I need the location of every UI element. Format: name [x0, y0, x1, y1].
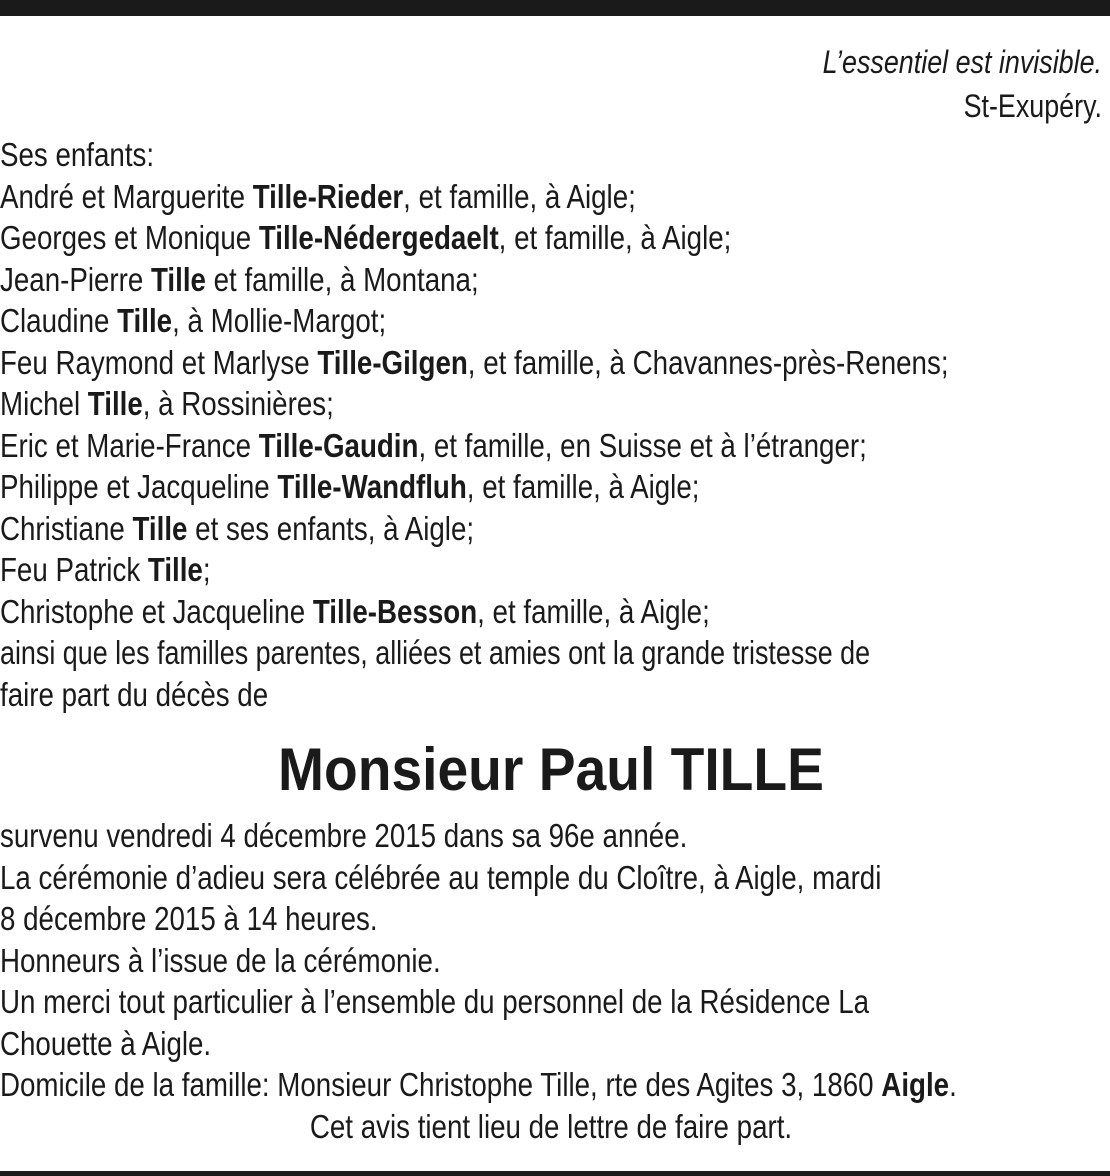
bottom-rule	[0, 1171, 1110, 1176]
obituary-notice	[0, 40, 1102, 1147]
announcement-line: ainsi que les familles parentes, alliées et amies ont la grande tristesse de	[0, 634, 871, 671]
epigraph-author: St-Exupéry.	[963, 88, 1102, 124]
detail-line: 8 décembre 2015 à 14 heures.	[0, 900, 378, 937]
domicile-line: Domicile de la famille: Monsieur Christophe Tille, rte des Agites 3, 1860 Aigle.	[0, 1066, 957, 1103]
family-line: Philippe et Jacqueline Tille-Wandfluh, et famille, à Aigle;	[0, 468, 700, 505]
epigraph	[176, 40, 1102, 128]
family-line: Feu Raymond et Marlyse Tille-Gilgen, et famille, à Chavannes-près-Renens;	[0, 343, 949, 381]
family-line: Christophe et Jacqueline Tille-Besson, et famille, à Aigle;	[0, 592, 710, 630]
family-line: Jean-Pierre Tille et famille, à Montana;	[0, 260, 479, 298]
detail-line: Chouette à Aigle.	[0, 1024, 212, 1062]
detail-line: Honneurs à l’issue de la cérémonie.	[0, 941, 441, 979]
detail-line: La cérémonie d’adieu sera célébrée au temple du Cloître, à Aigle, mardi	[0, 858, 882, 896]
intro-line: Ses enfants:	[0, 136, 155, 173]
family-list	[0, 134, 1102, 715]
family-line: Christiane Tille et ses enfants, à Aigle;	[0, 509, 475, 547]
family-line: Feu Patrick Tille;	[0, 551, 211, 588]
detail-line: survenu vendredi 4 décembre 2015 dans sa 96e année.	[0, 817, 688, 854]
closing-line: Cet avis tient lieu de lettre de faire part.	[309, 1107, 793, 1145]
family-line: Michel Tille, à Rossinières;	[0, 385, 334, 422]
family-line: Georges et Monique Tille-Nédergedaelt, et famille, à Aigle;	[0, 219, 732, 256]
deceased-name: Monsieur Paul TILLE	[278, 736, 824, 803]
details	[0, 815, 1102, 1147]
detail-line: Un merci tout particulier à l’ensemble du personnel de la Résidence La	[0, 983, 870, 1020]
family-line: Eric et Marie-France Tille-Gaudin, et famille, en Suisse et à l’étranger;	[0, 426, 867, 464]
epigraph-quote: L’essentiel est invisible.	[822, 44, 1102, 80]
family-line: Claudine Tille, à Mollie-Margot;	[0, 302, 387, 339]
top-rule	[0, 0, 1110, 16]
announcement-line: faire part du décès de	[0, 675, 269, 713]
family-line: André et Marguerite Tille-Rieder, et famille, à Aigle;	[0, 177, 636, 215]
